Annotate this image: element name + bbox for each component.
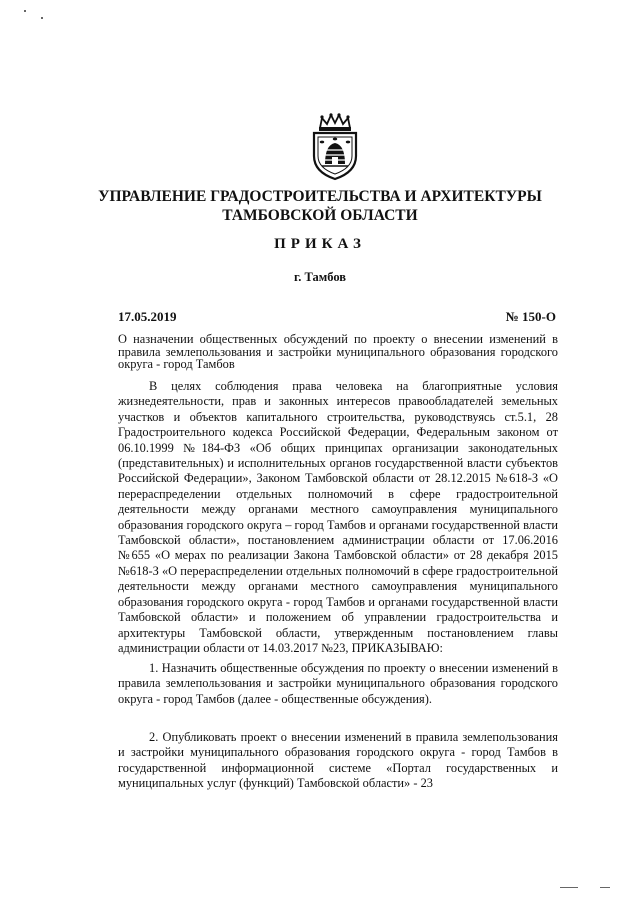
clause-2-paragraph: 2. Опубликовать проект о внесении изменений в правила землепользования и застройки муниципального образования городского округа - город Тамбов в государственной информационной системе «Портал государственных и муниципальных услуг (функций) Тамбовской области» - 23: [118, 730, 558, 791]
city-label: г. Тамбов: [293, 270, 347, 284]
scan-speck: [41, 17, 43, 19]
scan-speck: [560, 887, 578, 888]
clause-1-paragraph: 1. Назначить общественные обсуждения по проекту о внесении изменений в правила землепользования и застройки муниципального образования городского округа - город Тамбов (далее - общественные обсуждения).: [118, 661, 558, 706]
scan-speck: [24, 10, 26, 12]
order-number: № 150-О: [505, 309, 556, 324]
preamble-paragraph: В целях соблюдения права человека на благоприятные условия жизнедеятельности, прав и законных интересов правообладателей земельных участков и объектов капитального строительства, руководствуясь ст.5.1, 28 Градостроительного кодекса Российской Федерации, Федеральным законом от 06.10.1999 №184-ФЗ «Об общих принципах организации законодательных (представительных) и исполнительных органов государственной власти субъектов Российской Федерации», Законом Тамбовской области от 28.12.2015 №618-З «О перераспределении отдельных полномочий в сфере градостроительной деятельности между органами местного самоуправления муниципального образования городского округа – город Тамбов и органами государственной власти Тамбовской области», постановлением администрации области от 17.06.2016 №655 «О мерах по реализации Закона Тамбовской области» от 28 декабря 2015 №618-З «О перераспределении отдельных полномочий в сфере градостроительной деятельности между органами местного самоуправления муниципального образования городского округа - город Тамбов и органами государственной власти Тамбовской области» и положением об управлении градостроительства и архитектуры Тамбовской области, утвержденным постановлением главы администрации области от 14.03.2017 №23, ПРИКАЗЫВАЮ:: [118, 379, 558, 655]
coat-of-arms-emblem: [306, 112, 364, 182]
order-subject: О назначении общественных обсуждений по проекту о внесении изменений в правила землепользования и застройки муниципального образования городского округа - город Тамбов: [118, 332, 558, 371]
order-date: 17.05.2019: [118, 309, 177, 324]
organization-name-line1: УПРАВЛЕНИЕ ГРАДОСТРОИТЕЛЬСТВА И АРХИТЕКТУРЫ: [98, 188, 542, 205]
scan-speck: [600, 887, 610, 888]
organization-name-line2: ТАМБОВСКОЙ ОБЛАСТИ: [222, 207, 418, 224]
document-type-title: ПРИКАЗ: [274, 236, 366, 252]
